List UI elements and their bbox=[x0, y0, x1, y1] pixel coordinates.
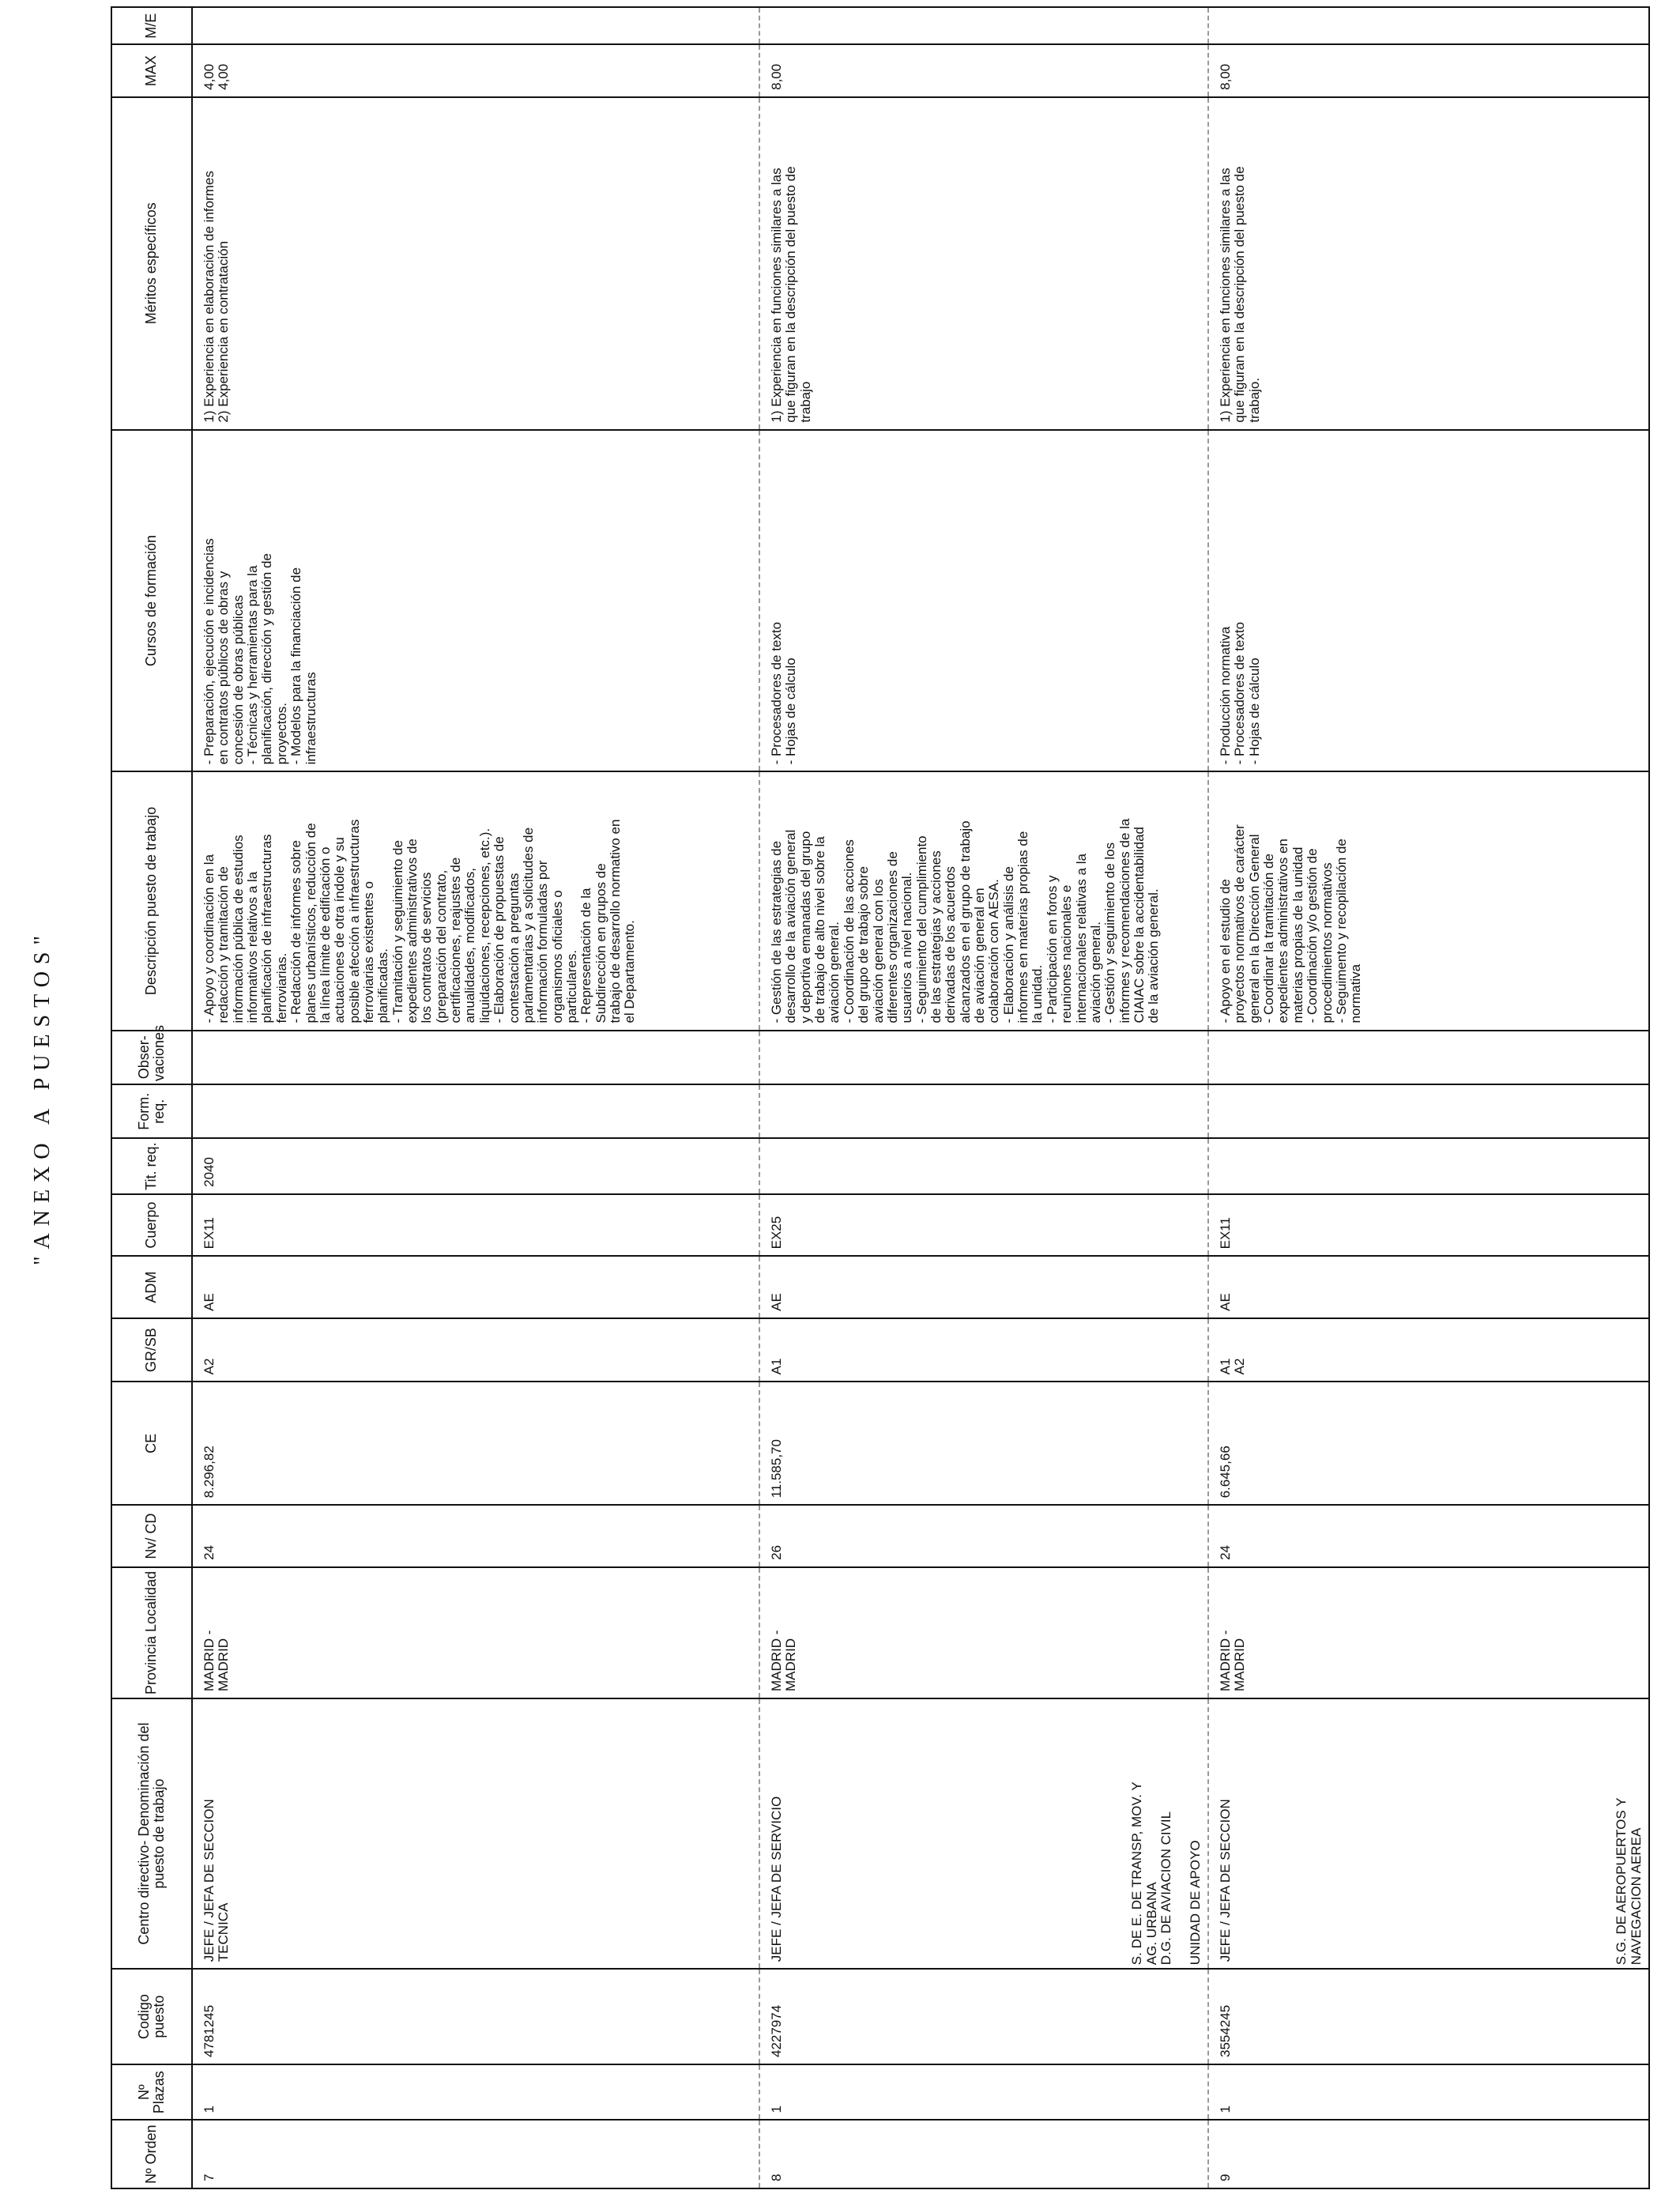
cell-max: 4,00 4,00 bbox=[192, 44, 759, 96]
cell-me bbox=[759, 7, 1208, 44]
cell-ce: 6.645,66 bbox=[1208, 1382, 1649, 1505]
cell-ce: 8.296,82 bbox=[192, 1382, 759, 1505]
cell-centro bbox=[192, 1698, 759, 1969]
header-centro: Centro directivo- Denominación del puesto de trabajo bbox=[111, 1698, 192, 1969]
cell-nivel: 24 bbox=[192, 1505, 759, 1567]
cell-nivel: 24 bbox=[1208, 1505, 1649, 1567]
cell-titulacion bbox=[1208, 1138, 1649, 1193]
cell-cursos: - Procesadores de texto - Hojas de cálculo bbox=[759, 430, 1208, 772]
cell-formacion bbox=[1208, 1084, 1649, 1138]
table-row bbox=[1208, 7, 1649, 2188]
document-title: "ANEXO A PUESTOS" bbox=[30, 929, 55, 1265]
cell-centro bbox=[1208, 1698, 1649, 1969]
cell-grupo: A1 A2 bbox=[1208, 1318, 1649, 1382]
header-descripcion: Descripción puesto de trabajo bbox=[111, 771, 192, 1030]
header-provincia: Provincia Localidad bbox=[111, 1567, 192, 1698]
cell-codigo: 4781245 bbox=[192, 1969, 759, 2064]
header-plazas: Nº Plazas bbox=[111, 2064, 192, 2120]
cell-descripcion: - Apoyo y coordinación en la redacción y tramitación de información pública de estudios informativos relativos a la planificación de infraestructuras ferroviarias. - Redacción de informes sobre planes urbanísticos, reducción de la línea límite de edificación o actuaciones de otra índole y su posible afección a infraestructuras ferroviarias existentes o planificadas. - Tramitación y seguimiento de expedientes administrativos de los contratos de servicios (preparación del contrato, certificaciones, reajustes de anualidades, modificados, liquidaciones, recepciones, etc.). - Elaboración de propuestas de contestación a preguntas parlamentarias y a solicitudes de información formuladas por organismos oficiales o particulares. - Representación de la Subdirección en grupos de trabajo de desarrollo normativo en el Departamento. bbox=[192, 771, 759, 1030]
cell-cursos: - Preparación, ejecución e incidencias en contratos públicos de obras y concesión de obras públicas - Técnicas y herramientas para la planificación, dirección y gestión de proyectos. - Modelos para la financiación de infraestructuras bbox=[192, 430, 759, 772]
cell-adm: AE bbox=[759, 1256, 1208, 1318]
cell-plazas: 1 bbox=[759, 2064, 1208, 2120]
header-titulacion: Tit. req. bbox=[111, 1138, 192, 1193]
cell-codigo: 4227974 bbox=[759, 1969, 1208, 2064]
cell-orden: 8 bbox=[759, 2120, 1208, 2188]
cell-nivel: 26 bbox=[759, 1505, 1208, 1567]
header-max: MAX bbox=[111, 44, 192, 96]
header-cursos: Cursos de formación bbox=[111, 430, 192, 772]
cell-provincia: MADRID - MADRID bbox=[192, 1567, 759, 1698]
directive-center: S.G. DE AEROPUERTOS Y NAVEGACION AEREA bbox=[1614, 1797, 1644, 1966]
header-meritos: Méritos específicos bbox=[111, 97, 192, 430]
cell-titulacion bbox=[759, 1138, 1208, 1193]
job-title: JEFE / JEFA DE SERVICIO bbox=[769, 1796, 784, 1962]
cell-grupo: A2 bbox=[192, 1318, 759, 1382]
cell-observaciones bbox=[1208, 1031, 1649, 1084]
cell-orden: 9 bbox=[1208, 2120, 1649, 2188]
cell-meritos: 1) Experiencia en funciones similares a las que figuran en la descripción del puesto de trabajo bbox=[759, 97, 1208, 430]
cell-provincia: MADRID - MADRID bbox=[759, 1567, 1208, 1698]
cell-descripcion: - Gestión de las estrategias de desarrollo de la aviación general y deportiva emanadas del grupo de trabajo de alto nivel sobre la aviación general. - Coordinación de las acciones del grupo de trabajo sobre aviación general con los diferentes organizaciones de usuarios a nivel nacional. - Seguimiento del cumplimiento de las estrategias y acciones derivadas de los acuerdos alcanzados en el grupo de trabajo de aviación general en colaboración con AESA. - Elaboración y análisis de informes en materias propias de la unidad. - Participación en foros y reuniones nacionales e internacionales relativas a la aviación general. - Gestión y seguimiento de los informes y recomendaciones de la CIAIAC sobre la accidentabilidad de la aviación general. bbox=[759, 771, 1208, 1030]
cell-meritos: 1) Experiencia en elaboración de informes 2) Experiencia en contratación bbox=[192, 97, 759, 430]
cell-codigo: 3554245 bbox=[1208, 1969, 1649, 2064]
header-codigo: Codigo puesto bbox=[111, 1969, 192, 2064]
cell-cuerpo: EX11 bbox=[1208, 1194, 1649, 1257]
header-formacion: Form. req. bbox=[111, 1084, 192, 1138]
header-orden: Nº Orden bbox=[111, 2120, 192, 2188]
cell-plazas: 1 bbox=[192, 2064, 759, 2120]
cell-titulacion: 2040 bbox=[192, 1138, 759, 1193]
job-title: JEFE / JEFA DE SECCION bbox=[1218, 1799, 1233, 1962]
cell-centro bbox=[759, 1698, 1208, 1969]
cell-me bbox=[1208, 7, 1649, 44]
cell-cursos: - Producción normativa - Procesadores de texto - Hojas de cálculo bbox=[1208, 430, 1649, 772]
cell-observaciones bbox=[192, 1031, 759, 1084]
header-adm: ADM bbox=[111, 1256, 192, 1318]
positions-table bbox=[111, 6, 1650, 2189]
cell-provincia: MADRID - MADRID bbox=[1208, 1567, 1649, 1698]
cell-orden: 7 bbox=[192, 2120, 759, 2188]
cell-max: 8,00 bbox=[759, 44, 1208, 96]
directive-center: S. DE E. DE TRANSP, MOV. Y AG. URBANA D.G. DE AVIACION CIVIL UNIDAD DE APOYO bbox=[1129, 1781, 1203, 1966]
header-grupo: GR/SB bbox=[111, 1318, 192, 1382]
table-row bbox=[192, 7, 759, 2188]
cell-observaciones bbox=[759, 1031, 1208, 1084]
header-cuerpo: Cuerpo bbox=[111, 1194, 192, 1257]
rotated-page bbox=[111, 6, 1644, 2189]
header-nivel: Nv/ CD bbox=[111, 1505, 192, 1567]
cell-grupo: A1 bbox=[759, 1318, 1208, 1382]
header-ce: CE bbox=[111, 1382, 192, 1505]
cell-formacion bbox=[759, 1084, 1208, 1138]
cell-me bbox=[192, 7, 759, 44]
table-row bbox=[759, 7, 1208, 2188]
header-me: M/E bbox=[111, 7, 192, 44]
cell-meritos: 1) Experiencia en funciones similares a las que figuran en la descripción del puesto de trabajo. bbox=[1208, 97, 1649, 430]
cell-descripcion: - Apoyo en el estudio de proyectos normativos de carácter general en la Dirección General - Coordinar la tramitación de expedientes administrativos en materias propias de la unidad - Coordinación y/o gestión de procedimientos normativos - Seguimento y recopilación de normativa bbox=[1208, 771, 1649, 1030]
cell-cuerpo: EX25 bbox=[759, 1194, 1208, 1257]
job-title: JEFE / JEFA DE SECCION TECNICA bbox=[202, 1799, 232, 1962]
cell-adm: AE bbox=[1208, 1256, 1649, 1318]
cell-ce: 11.585,70 bbox=[759, 1382, 1208, 1505]
cell-formacion bbox=[192, 1084, 759, 1138]
header-row bbox=[111, 7, 192, 2188]
cell-max: 8,00 bbox=[1208, 44, 1649, 96]
cell-adm: AE bbox=[192, 1256, 759, 1318]
cell-plazas: 1 bbox=[1208, 2064, 1649, 2120]
cell-cuerpo: EX11 bbox=[192, 1194, 759, 1257]
header-observaciones: Obser- vaciones bbox=[111, 1031, 192, 1084]
